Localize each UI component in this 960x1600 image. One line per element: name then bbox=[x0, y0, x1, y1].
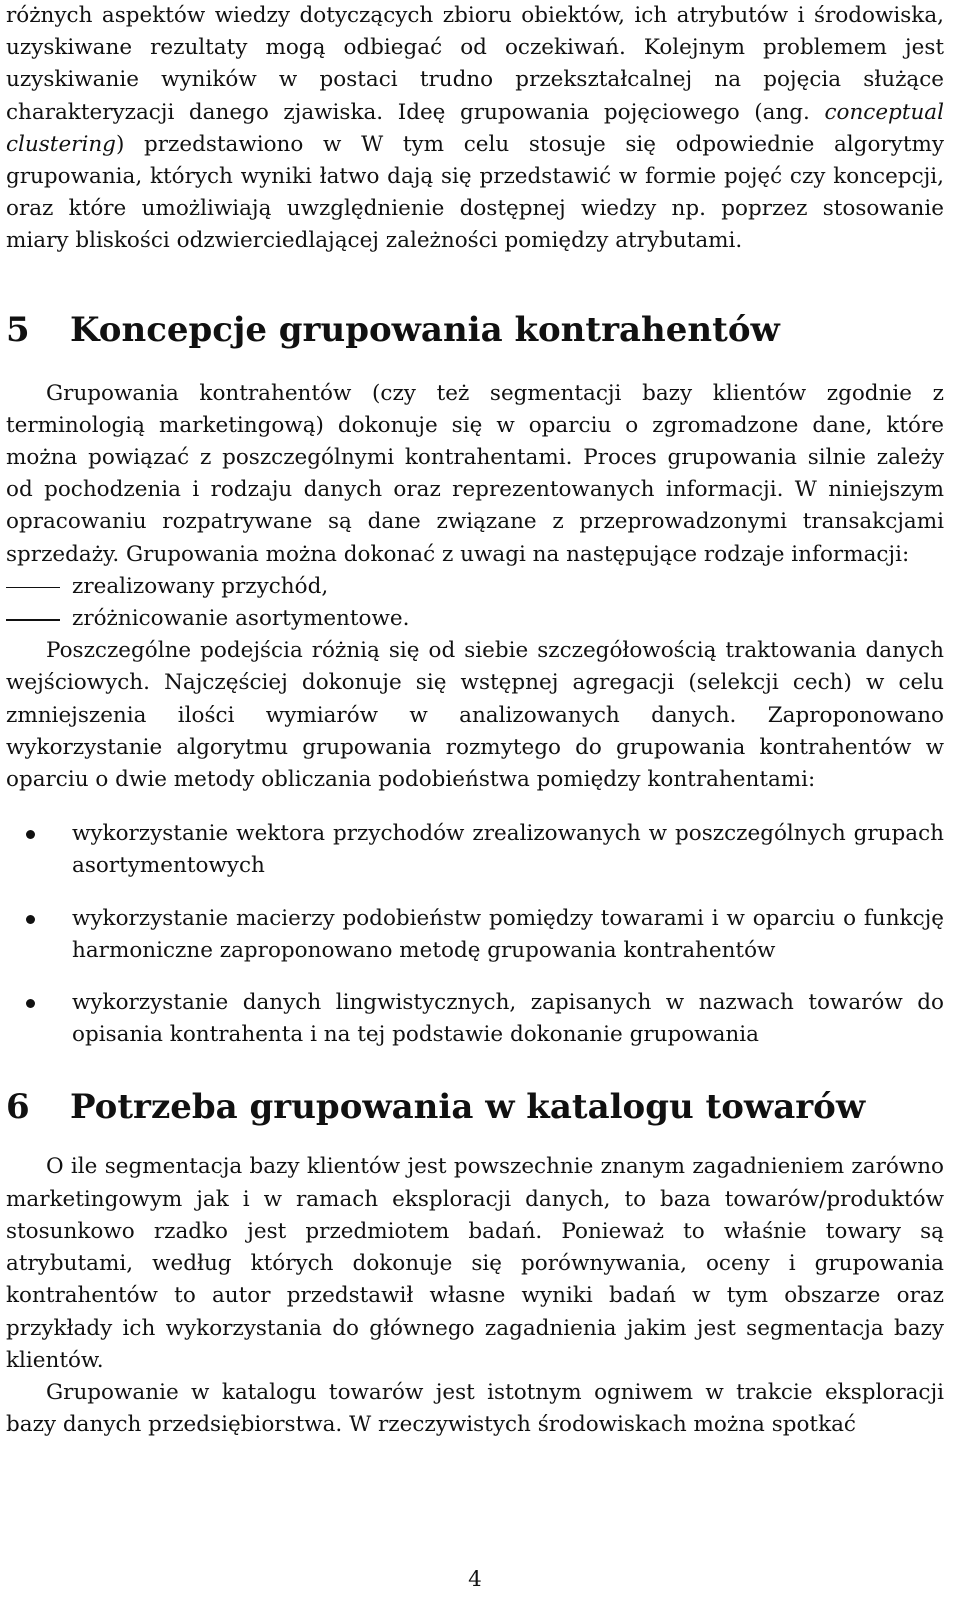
intro-paragraph bbox=[6, 0, 944, 258]
section-6-paragraph-1: O ile segmentacja bazy klientów jest powszechnie znanym zagadnieniem zarówno marketingowym jak i w ramach eksploracji danych, to baza towarów/produktów stosunkowo rzadko jest przedmiotem badań. Ponieważ to właśnie towary są atrybutami, według których dokonuje się porównywania, oceny i grupowania kontrahentów to autor przedstawił własne wyniki badań w tym obszarze oraz przykłady ich wykorzystania do głównego zagadnienia jakim jest segmentacja bazy klientów. bbox=[6, 1154, 944, 1373]
section-6-paragraph-2: Grupowanie w katalogu towarów jest istotnym ogniwem w trakcie eksploracji bazy danych przedsiębiorstwa. W rzeczywistych środowiskach można spotkać bbox=[6, 1379, 944, 1438]
dash-list bbox=[6, 571, 944, 635]
page-number: 4 bbox=[468, 1567, 482, 1592]
dash-list-item-text: zrealizowany przychód, bbox=[72, 573, 329, 599]
bullet-list-item bbox=[6, 987, 944, 1051]
bullet-list-item bbox=[6, 903, 944, 967]
bullet-marker bbox=[26, 999, 35, 1008]
dash-marker bbox=[6, 619, 60, 621]
bullet-list-item bbox=[6, 818, 944, 882]
section-5-number: 5 bbox=[6, 309, 30, 350]
dash-list-item-text: zróżnicowanie asortymentowe. bbox=[72, 606, 410, 632]
section-6-heading bbox=[6, 1085, 944, 1129]
section-5-heading bbox=[6, 308, 944, 352]
section-5-paragraph-2: Poszczególne podejścia różnią się od siebie szczegółowością traktowania danych wejściowych. Najczęściej dokonuje się wstępnej agregacji (selekcji cech) w celu zmniejszenia ilości wymiarów w analizowanych danych. Zaproponowano wykorzystanie algorytmu grupowania rozmytego do grupowania kontrahentów w oparciu o dwie metody obliczania podobieństwa pomiędzy kontrahentami: bbox=[6, 638, 944, 793]
section-5-title: Koncepcje grupowania kontrahentów bbox=[70, 309, 780, 350]
bullet-list-item-text: wykorzystanie wektora przychodów zrealizowanych w poszczególnych grupach asortymentowych bbox=[72, 821, 944, 879]
intro-text-before-term: różnych aspektów wiedzy dotyczących zbioru obiektów, ich atrybutów i środowiska, uzyskiwane rezultaty mogą odbiegać od oczekiwań. Kolejnym problemem jest uzyskiwanie wyników w postaci trudno przekształcalnej na pojęcia służące charakteryzacji danego zjawiska. Ideę grupowania pojęciowego (ang. bbox=[6, 3, 944, 125]
dash-list-item bbox=[6, 571, 944, 603]
bullet-marker bbox=[26, 915, 35, 924]
bullet-marker bbox=[26, 830, 35, 839]
bullet-list-item-text: wykorzystanie macierzy podobieństw pomiędzy towarami i w oparciu o funkcję harmoniczne zaproponowano metodę grupowania kontrahentów bbox=[72, 905, 944, 963]
section-6-title: Potrzeba grupowania w katalogu towarów bbox=[70, 1087, 866, 1128]
dash-marker bbox=[6, 587, 60, 589]
section-5-paragraph-1: Grupowania kontrahentów (czy też segmentacji bazy klientów zgodnie z terminologią marketingową) dokonuje się w oparciu o zgromadzone dane, które można powiązać z poszczególnymi kontrahentami. Proces grupowania silnie zależy od pochodzenia i rodzaju danych oraz reprezentowanych informacji. W niniejszym opracowaniu rozpatrywane są dane związane z przeprowadzonymi transakcjami sprzedaży. Grupowania można dokonać z uwagi na następujące rodzaje informacji: bbox=[6, 380, 944, 567]
bullet-list-item-text: wykorzystanie danych lingwistycznych, zapisanych w nazwach towarów do opisania kontrahenta i na tej podstawie dokonanie grupowania bbox=[72, 990, 944, 1048]
dash-list-item bbox=[6, 603, 944, 635]
document-page bbox=[6, 0, 944, 1441]
bullet-list bbox=[6, 818, 944, 1051]
section-6-number: 6 bbox=[6, 1087, 30, 1128]
intro-text-after-term: ) przedstawiono w W tym celu stosuje się odpowiednie algorytmy grupowania, których wyniki łatwo dają się przedstawić w formie pojęć czy koncepcji, oraz które umożliwiają uwzględnienie dostępnej wiedzy np. poprzez stosowanie miary bliskości odzwierciedlającej zależności pomiędzy atrybutami. bbox=[6, 131, 944, 254]
intro-term-conceptual-clustering: conceptual clustering bbox=[6, 99, 944, 157]
